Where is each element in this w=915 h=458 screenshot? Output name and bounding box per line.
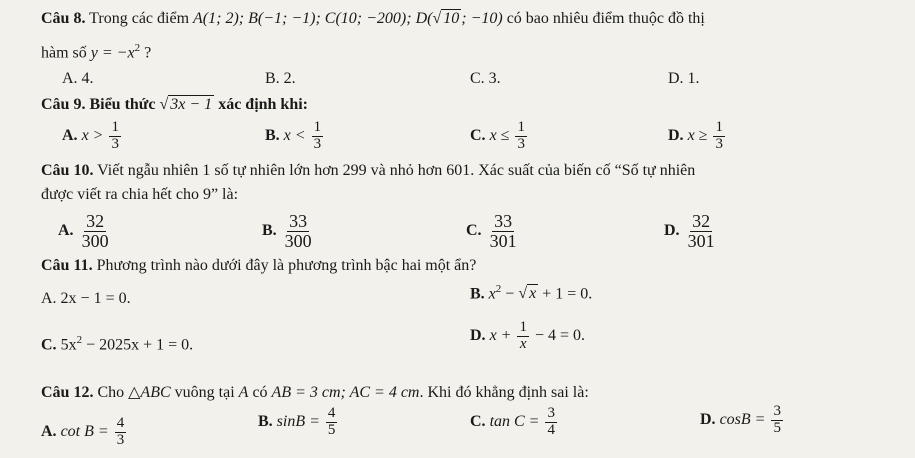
option-10-b[interactable] — [262, 212, 316, 251]
fraction: $\frac{1}{x}$ — [519, 319, 527, 352]
option-8-b[interactable]: B. 2. — [265, 70, 296, 87]
function-expression: y = −x — [90, 44, 135, 62]
question-11-label: Câu 11. — [41, 257, 93, 274]
question-8-line2-text: hàm số — [41, 44, 87, 62]
question-11-text: Phương trình nào dưới đây là phương trình bậc hai một ẩn? — [96, 257, 477, 274]
option-letter: D. — [700, 410, 716, 428]
option-d-rest: − 4 = 0. — [534, 326, 586, 344]
question-12-text-a: Cho — [97, 384, 125, 401]
option-b-exponent: 2 — [495, 283, 502, 295]
question-10-text: Viết ngẫu nhiên 1 số tự nhiên lớn hơn 299 và nhỏ hơn 601. Xác suất của biến cố “Số tự nhiên — [97, 162, 696, 179]
question-mark: ? — [144, 44, 152, 62]
option-12-a[interactable] — [41, 416, 128, 449]
question-10-line-2: được viết ra chia hết cho 9” là: — [41, 186, 239, 203]
option-10-c[interactable] — [466, 212, 521, 251]
triangle-sides: AB = 3 cm; AC = 4 cm — [271, 384, 420, 401]
option-lhs: x > — [81, 126, 104, 144]
option-b-minus: − — [501, 285, 519, 303]
option-10-d[interactable] — [664, 212, 719, 251]
question-12-label: Câu 12. — [41, 384, 94, 401]
option-letter: B. — [470, 285, 485, 303]
option-lhs: tan C = — [489, 412, 540, 430]
option-11-b[interactable] — [470, 283, 592, 303]
option-letter: C. — [470, 126, 486, 144]
sqrt-3x-1: √ 3x − 1 — [159, 96, 213, 113]
fraction: $\frac{33}{300}$ — [284, 211, 312, 251]
question-9-text-b: xác định khi: — [218, 96, 308, 113]
option-9-b[interactable] — [265, 120, 325, 153]
option-9-c[interactable] — [470, 120, 529, 153]
question-10-line-1 — [41, 162, 695, 180]
question-9-text: Biểu thức — [89, 96, 156, 113]
question-8-text-b: có bao nhiêu điểm thuộc đồ thị — [506, 10, 705, 27]
option-lhs: x ≤ — [489, 126, 510, 144]
question-8-label: Câu 8. — [41, 10, 86, 27]
option-12-c[interactable] — [470, 406, 559, 439]
question-12-text-b: vuông tại — [174, 384, 235, 401]
option-12-b[interactable] — [258, 406, 339, 439]
option-letter: D. — [470, 326, 486, 344]
vertex-a: A — [238, 384, 249, 401]
option-letter: A. — [62, 126, 78, 144]
question-8-text: Trong các điểm — [89, 10, 190, 27]
option-11-d[interactable] — [470, 320, 585, 353]
fraction: $\frac{3}{4}$ — [547, 405, 555, 438]
fraction: $\frac{32}{300}$ — [81, 211, 109, 251]
question-8-line-1 — [41, 10, 705, 28]
fraction: $\frac{1}{3}$ — [313, 119, 322, 152]
option-letter: B. — [262, 222, 277, 240]
fraction: $\frac{1}{3}$ — [715, 119, 723, 152]
option-9-a[interactable] — [62, 120, 123, 153]
function-exponent: 2 — [134, 42, 141, 54]
option-c-5x: 5x — [60, 336, 77, 354]
option-lhs: cosB = — [719, 410, 766, 428]
fraction: $\frac{1}{3}$ — [111, 119, 119, 152]
fraction: $\frac{3}{5}$ — [773, 403, 781, 436]
question-8-points-end: ; −10) — [461, 10, 503, 27]
option-letter: A. — [58, 222, 74, 240]
option-letter: C. — [466, 222, 482, 240]
option-b-x: x — [488, 285, 496, 303]
option-12-d[interactable] — [700, 404, 785, 437]
option-letter: C. — [41, 336, 57, 354]
question-8-points: A(1; 2); B(−1; −1); C(10; −200); D( — [193, 10, 433, 27]
option-9-d[interactable] — [668, 120, 727, 153]
option-c-rest: − 2025x + 1 = 0. — [82, 336, 194, 354]
option-letter: B. — [265, 126, 280, 144]
fraction: $\frac{4}{5}$ — [327, 405, 336, 438]
option-c-exponent: 2 — [76, 334, 83, 346]
option-8-a[interactable]: A. 4. — [62, 70, 94, 87]
sqrt-x: √ x — [518, 285, 537, 303]
option-10-a[interactable] — [58, 212, 113, 251]
option-lhs: sinB = — [276, 412, 320, 430]
sqrt-10: √ 10 — [432, 10, 460, 27]
question-10-label: Câu 10. — [41, 162, 94, 179]
question-8-line-2 — [41, 42, 151, 62]
option-8-c[interactable]: C. 3. — [470, 70, 501, 87]
option-letter: A. — [41, 422, 57, 440]
option-11-a[interactable]: A. 2x − 1 = 0. — [41, 290, 131, 307]
fraction: $\frac{33}{301}$ — [489, 211, 517, 251]
option-letter: D. — [668, 126, 684, 144]
question-11-line — [41, 257, 476, 275]
fraction: $\frac{1}{3}$ — [517, 119, 525, 152]
option-b-rest: + 1 = 0. — [538, 285, 593, 303]
option-lhs: cot B = — [60, 422, 109, 440]
question-12-line — [41, 382, 589, 402]
fraction: $\frac{4}{3}$ — [116, 415, 125, 448]
option-lhs: x < — [283, 126, 306, 144]
question-12-text-d: . Khi đó khẳng định sai là: — [419, 384, 589, 401]
option-lhs: x ≥ — [687, 126, 708, 144]
option-8-d[interactable]: D. 1. — [668, 70, 700, 87]
option-letter: C. — [470, 412, 486, 430]
option-d-lhs: x + — [489, 326, 512, 344]
option-letter: B. — [258, 412, 273, 430]
question-9-label: Câu 9. — [41, 96, 86, 113]
option-letter: D. — [664, 222, 680, 240]
triangle-symbol: △ABC — [128, 384, 171, 401]
fraction: $\frac{32}{301}$ — [687, 211, 715, 251]
option-11-c[interactable] — [41, 334, 193, 354]
question-12-text-c: có — [252, 384, 268, 401]
question-9-line — [41, 96, 308, 114]
